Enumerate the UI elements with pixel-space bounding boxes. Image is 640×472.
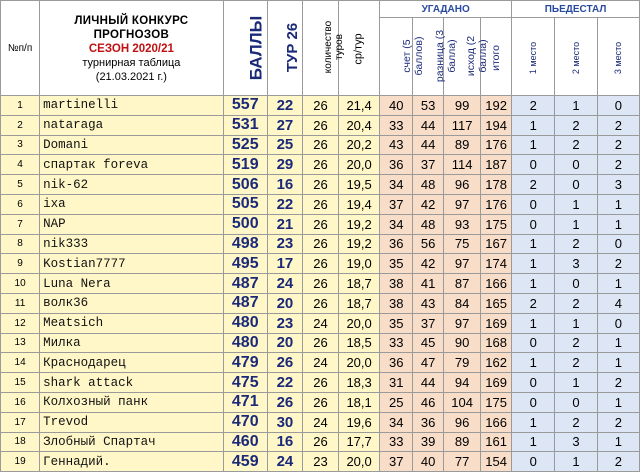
tour-points-cell: 23 (267, 313, 302, 333)
tours-count-cell: 26 (302, 96, 338, 116)
total-guessed-cell: 154 (481, 452, 512, 472)
tours-count-cell: 24 (302, 353, 338, 373)
score-guessed-cell: 35 (380, 254, 413, 274)
place1-count-cell: 0 (512, 452, 555, 472)
player-name-cell: Милка (40, 333, 223, 353)
avg-per-tour-cell: 20,0 (339, 452, 380, 472)
score-guessed-cell: 38 (380, 293, 413, 313)
player-name-cell: Domani (40, 135, 223, 155)
tour-points-cell: 23 (267, 234, 302, 254)
score-guessed-cell: 36 (380, 234, 413, 254)
table-row (1, 155, 640, 175)
player-name-cell: Геннадий. (40, 452, 223, 472)
diff-guessed-cell: 37 (413, 155, 444, 175)
points-cell: 505 (223, 194, 267, 214)
row-number-cell: 2 (1, 115, 40, 135)
outcome-guessed-cell: 117 (444, 115, 481, 135)
row-number-cell: 14 (1, 353, 40, 373)
player-name-cell: Злобный Спартач (40, 432, 223, 452)
points-cell: 487 (223, 293, 267, 313)
place1-label: 1 место (528, 41, 539, 74)
place1-count-cell: 2 (512, 175, 555, 195)
avg-per-tour-cell: 18,7 (339, 293, 380, 313)
title-block (40, 1, 223, 96)
total-guessed-cell: 187 (481, 155, 512, 175)
place2-count-cell: 1 (555, 452, 597, 472)
points-cell: 506 (223, 175, 267, 195)
points-cell: 500 (223, 214, 267, 234)
points-header (223, 1, 267, 96)
score-guessed-cell: 37 (380, 452, 413, 472)
place2-count-cell: 3 (555, 254, 597, 274)
num-header: №п/п (1, 1, 40, 96)
score-guessed-cell: 38 (380, 274, 413, 294)
points-cell: 495 (223, 254, 267, 274)
place3-count-cell: 0 (597, 234, 639, 254)
avg-per-tour-cell: 18,5 (339, 333, 380, 353)
outcome-guessed-cell: 84 (444, 293, 481, 313)
player-name-cell: спартак foreva (40, 155, 223, 175)
player-name-cell: nataraga (40, 115, 223, 135)
total-guessed-cell: 165 (481, 293, 512, 313)
row-number-cell: 17 (1, 412, 40, 432)
tour-points-cell: 24 (267, 274, 302, 294)
outcome-guessed-cell: 96 (444, 412, 481, 432)
player-name-cell: martinelli (40, 96, 223, 116)
avg-per-tour-cell: 21,4 (339, 96, 380, 116)
tours-count-cell: 26 (302, 135, 338, 155)
points-cell: 498 (223, 234, 267, 254)
place3-count-cell: 0 (597, 96, 639, 116)
row-number-cell: 1 (1, 96, 40, 116)
score-guessed-cell: 34 (380, 412, 413, 432)
total-guessed-cell: 175 (481, 392, 512, 412)
place2-count-cell: 1 (555, 373, 597, 393)
avg-per-tour-cell: 19,0 (339, 254, 380, 274)
place3-count-cell: 1 (597, 432, 639, 452)
avg-per-tour-cell: 18,7 (339, 274, 380, 294)
row-number-cell: 15 (1, 373, 40, 393)
player-name-cell: nik-62 (40, 175, 223, 195)
points-cell: 531 (223, 115, 267, 135)
outcome-guessed-cell: 96 (444, 175, 481, 195)
points-cell: 471 (223, 392, 267, 412)
outcome-guessed-cell: 97 (444, 194, 481, 214)
points-cell: 557 (223, 96, 267, 116)
table-row (1, 214, 640, 234)
outcome-guessed-cell: 89 (444, 432, 481, 452)
points-cell: 460 (223, 432, 267, 452)
table-row (1, 234, 640, 254)
total-guessed-cell: 169 (481, 373, 512, 393)
place1-count-cell: 0 (512, 333, 555, 353)
table-row (1, 353, 640, 373)
table-row (1, 96, 640, 116)
total-guessed-cell: 178 (481, 175, 512, 195)
place3-count-cell: 3 (597, 175, 639, 195)
tours-count-cell: 26 (302, 194, 338, 214)
place1-count-cell: 1 (512, 135, 555, 155)
tour-points-cell: 22 (267, 96, 302, 116)
score-guessed-cell: 31 (380, 373, 413, 393)
place3-count-cell: 1 (597, 333, 639, 353)
player-name-cell: Luna Nera (40, 274, 223, 294)
row-number-cell: 7 (1, 214, 40, 234)
place3-count-cell: 4 (597, 293, 639, 313)
outcome-guessed-cell: 79 (444, 353, 481, 373)
place3-count-cell: 1 (597, 194, 639, 214)
score-guessed-cell: 34 (380, 214, 413, 234)
score-guessed-cell: 36 (380, 155, 413, 175)
row-number-cell: 3 (1, 135, 40, 155)
player-name-cell: NAP (40, 214, 223, 234)
total-guessed-cell: 176 (481, 194, 512, 214)
tour-points-cell: 22 (267, 373, 302, 393)
total-guessed-cell: 166 (481, 412, 512, 432)
place1-count-cell: 0 (512, 373, 555, 393)
table-row (1, 432, 640, 452)
diff-guessed-cell: 44 (413, 373, 444, 393)
score-label: счет (5 баллов) (401, 36, 426, 75)
points-cell: 487 (223, 274, 267, 294)
row-number-cell: 8 (1, 234, 40, 254)
place1-count-cell: 2 (512, 96, 555, 116)
points-cell: 525 (223, 135, 267, 155)
tour-points-cell: 25 (267, 135, 302, 155)
player-name-cell: Колхозный панк (40, 392, 223, 412)
place1-count-cell: 0 (512, 214, 555, 234)
points-cell: 475 (223, 373, 267, 393)
total-guessed-cell: 162 (481, 353, 512, 373)
score-guessed-cell: 40 (380, 96, 413, 116)
place3-count-cell: 2 (597, 254, 639, 274)
avg-per-tour-cell: 19,2 (339, 214, 380, 234)
table-row (1, 452, 640, 472)
outcome-guessed-cell: 75 (444, 234, 481, 254)
total-guessed-cell: 175 (481, 214, 512, 234)
outcome-guessed-cell: 89 (444, 135, 481, 155)
player-name-cell: shark attack (40, 373, 223, 393)
place1-count-cell: 1 (512, 234, 555, 254)
table-row (1, 175, 640, 195)
tours-count-cell: 26 (302, 432, 338, 452)
points-cell: 519 (223, 155, 267, 175)
table-row (1, 392, 640, 412)
place2-count-cell: 2 (555, 353, 597, 373)
total-guessed-cell: 194 (481, 115, 512, 135)
outcome-guessed-cell: 97 (444, 254, 481, 274)
place2-label: 2 место (571, 41, 582, 74)
table-row (1, 115, 640, 135)
avg-per-tour-cell: 18,1 (339, 392, 380, 412)
total-guessed-cell: 166 (481, 274, 512, 294)
tour-points-cell: 24 (267, 452, 302, 472)
place3-count-cell: 2 (597, 412, 639, 432)
tour-points-cell: 21 (267, 214, 302, 234)
tour-header (267, 1, 302, 96)
tours-count-label: количество туров (322, 20, 345, 74)
tour-points-cell: 20 (267, 333, 302, 353)
score-header (380, 18, 426, 96)
tours-count-cell: 26 (302, 274, 338, 294)
place1-count-cell: 1 (512, 412, 555, 432)
row-number-cell: 6 (1, 194, 40, 214)
place1-count-cell: 1 (512, 313, 555, 333)
place3-count-cell: 2 (597, 115, 639, 135)
tour-points-cell: 16 (267, 432, 302, 452)
place2-count-cell: 0 (555, 274, 597, 294)
player-name-cell: Trevod (40, 412, 223, 432)
table-row (1, 293, 640, 313)
table-row (1, 412, 640, 432)
tour-points-cell: 20 (267, 293, 302, 313)
tours-count-cell: 26 (302, 175, 338, 195)
score-guessed-cell: 35 (380, 313, 413, 333)
diff-guessed-cell: 53 (413, 96, 444, 116)
table-row (1, 254, 640, 274)
table-row (1, 274, 640, 294)
total-guessed-cell: 176 (481, 135, 512, 155)
tours-count-cell: 24 (302, 412, 338, 432)
title-line-2: ПРОГНОЗОВ (93, 29, 170, 41)
table-row (1, 194, 640, 214)
points-cell: 459 (223, 452, 267, 472)
place1-count-cell: 1 (512, 254, 555, 274)
tour-points-cell: 16 (267, 175, 302, 195)
outcome-guessed-cell: 99 (444, 96, 481, 116)
diff-guessed-cell: 44 (413, 135, 444, 155)
avg-label: ср/тур (353, 33, 366, 65)
diff-guessed-cell: 56 (413, 234, 444, 254)
total-label: итого (490, 44, 503, 71)
guessed-group-header: УГАДАНО (380, 1, 512, 18)
diff-guessed-cell: 42 (413, 194, 444, 214)
tours-count-header (302, 1, 345, 96)
outcome-guessed-cell: 87 (444, 274, 481, 294)
tour-header-label: ТУР 26 (284, 22, 302, 73)
place2-count-cell: 2 (555, 412, 597, 432)
diff-guessed-cell: 48 (413, 175, 444, 195)
diff-guessed-cell: 39 (413, 432, 444, 452)
points-header-label: БАЛЛЫ (245, 15, 265, 81)
row-number-cell: 19 (1, 452, 40, 472)
avg-per-tour-cell: 19,4 (339, 194, 380, 214)
avg-per-tour-cell: 20,0 (339, 155, 380, 175)
place1-count-cell: 1 (512, 274, 555, 294)
outcome-guessed-cell: 114 (444, 155, 481, 175)
points-cell: 479 (223, 353, 267, 373)
score-guessed-cell: 36 (380, 353, 413, 373)
score-guessed-cell: 37 (380, 194, 413, 214)
place2-count-cell: 2 (555, 333, 597, 353)
total-guessed-cell: 168 (481, 333, 512, 353)
place3-count-cell: 1 (597, 274, 639, 294)
place1-header (512, 18, 555, 96)
place2-header (555, 18, 597, 96)
score-guessed-cell: 25 (380, 392, 413, 412)
header-row-top (1, 1, 640, 18)
player-name-cell: ixa (40, 194, 223, 214)
place2-count-cell: 1 (555, 194, 597, 214)
row-number-cell: 4 (1, 155, 40, 175)
row-number-cell: 13 (1, 333, 40, 353)
outcome-guessed-cell: 90 (444, 333, 481, 353)
avg-per-tour-cell: 17,7 (339, 432, 380, 452)
place2-count-cell: 0 (555, 392, 597, 412)
diff-guessed-cell: 37 (413, 313, 444, 333)
tour-points-cell: 26 (267, 392, 302, 412)
place1-count-cell: 0 (512, 392, 555, 412)
diff-guessed-cell: 44 (413, 115, 444, 135)
tours-count-cell: 26 (302, 214, 338, 234)
table-row (1, 333, 640, 353)
diff-guessed-cell: 41 (413, 274, 444, 294)
subtitle-2: (21.03.2021 г.) (95, 71, 167, 83)
row-number-cell: 12 (1, 313, 40, 333)
score-guessed-cell: 34 (380, 175, 413, 195)
tours-count-cell: 23 (302, 452, 338, 472)
diff-guessed-cell: 47 (413, 353, 444, 373)
diff-guessed-cell: 46 (413, 392, 444, 412)
tour-points-cell: 29 (267, 155, 302, 175)
total-guessed-cell: 169 (481, 313, 512, 333)
points-cell: 480 (223, 333, 267, 353)
place1-count-cell: 2 (512, 293, 555, 313)
place1-count-cell: 0 (512, 155, 555, 175)
outcome-guessed-cell: 97 (444, 313, 481, 333)
tours-count-cell: 26 (302, 373, 338, 393)
tour-points-cell: 17 (267, 254, 302, 274)
row-number-cell: 18 (1, 432, 40, 452)
place3-count-cell: 1 (597, 353, 639, 373)
avg-per-tour-cell: 20,0 (339, 353, 380, 373)
outcome-guessed-cell: 104 (444, 392, 481, 412)
tour-points-cell: 26 (267, 353, 302, 373)
diff-guessed-cell: 42 (413, 254, 444, 274)
row-number-cell: 10 (1, 274, 40, 294)
title-line-1: ЛИЧНЫЙ КОНКУРС (74, 15, 189, 27)
place3-count-cell: 2 (597, 373, 639, 393)
tours-count-cell: 26 (302, 155, 338, 175)
place3-count-cell: 2 (597, 135, 639, 155)
season-label: СЕЗОН 2020/21 (88, 43, 174, 55)
table-row (1, 313, 640, 333)
tours-count-cell: 26 (302, 333, 338, 353)
tours-count-cell: 26 (302, 254, 338, 274)
avg-per-tour-cell: 20,2 (339, 135, 380, 155)
place3-count-cell: 2 (597, 452, 639, 472)
subtitle-1: турнирная таблица (82, 57, 181, 69)
place3-label: 3 место (613, 41, 624, 74)
place3-count-cell: 1 (597, 214, 639, 234)
avg-per-tour-cell: 19,2 (339, 234, 380, 254)
place1-count-cell: 1 (512, 115, 555, 135)
tours-count-cell: 26 (302, 234, 338, 254)
place3-count-cell: 1 (597, 392, 639, 412)
diff-label: разница (3 балла) (434, 29, 459, 82)
diff-guessed-cell: 48 (413, 214, 444, 234)
place2-count-cell: 2 (555, 135, 597, 155)
place2-count-cell: 0 (555, 175, 597, 195)
score-guessed-cell: 33 (380, 333, 413, 353)
score-guessed-cell: 33 (380, 432, 413, 452)
tours-count-cell: 24 (302, 313, 338, 333)
avg-per-tour-cell: 20,0 (339, 313, 380, 333)
outcome-label: исход (2 балла) (465, 35, 490, 76)
diff-guessed-cell: 36 (413, 412, 444, 432)
player-name-cell: волк36 (40, 293, 223, 313)
diff-guessed-cell: 40 (413, 452, 444, 472)
points-cell: 480 (223, 313, 267, 333)
total-guessed-cell: 192 (481, 96, 512, 116)
tour-points-cell: 30 (267, 412, 302, 432)
row-number-cell: 11 (1, 293, 40, 313)
avg-per-tour-cell: 19,6 (339, 412, 380, 432)
tours-count-cell: 26 (302, 115, 338, 135)
podium-group-header: ПЬЕДЕСТАЛ (512, 1, 640, 18)
total-guessed-cell: 174 (481, 254, 512, 274)
total-guessed-cell: 167 (481, 234, 512, 254)
place2-count-cell: 3 (555, 432, 597, 452)
tour-points-cell: 27 (267, 115, 302, 135)
place2-count-cell: 2 (555, 293, 597, 313)
total-guessed-cell: 161 (481, 432, 512, 452)
table-body (1, 96, 640, 472)
tours-count-cell: 26 (302, 392, 338, 412)
avg-per-tour-cell: 18,3 (339, 373, 380, 393)
points-cell: 470 (223, 412, 267, 432)
place3-count-cell: 2 (597, 155, 639, 175)
outcome-guessed-cell: 77 (444, 452, 481, 472)
place2-count-cell: 1 (555, 214, 597, 234)
outcome-guessed-cell: 93 (444, 214, 481, 234)
place1-count-cell: 0 (512, 194, 555, 214)
score-guessed-cell: 33 (380, 115, 413, 135)
avg-per-tour-cell: 19,5 (339, 175, 380, 195)
score-guessed-cell: 43 (380, 135, 413, 155)
player-name-cell: nik333 (40, 234, 223, 254)
place2-count-cell: 1 (555, 313, 597, 333)
place2-count-cell: 0 (555, 155, 597, 175)
diff-guessed-cell: 45 (413, 333, 444, 353)
table-row (1, 373, 640, 393)
diff-guessed-cell: 43 (413, 293, 444, 313)
table-row (1, 135, 640, 155)
place2-count-cell: 2 (555, 234, 597, 254)
player-name-cell: Meatsich (40, 313, 223, 333)
player-name-cell: Краснодарец (40, 353, 223, 373)
row-number-cell: 16 (1, 392, 40, 412)
place1-count-cell: 1 (512, 353, 555, 373)
avg-per-tour-cell: 20,4 (339, 115, 380, 135)
tours-count-cell: 26 (302, 293, 338, 313)
outcome-guessed-cell: 94 (444, 373, 481, 393)
place2-count-cell: 2 (555, 115, 597, 135)
place3-count-cell: 0 (597, 313, 639, 333)
row-number-cell: 5 (1, 175, 40, 195)
place2-count-cell: 1 (555, 96, 597, 116)
player-name-cell: Kostian7777 (40, 254, 223, 274)
place1-count-cell: 1 (512, 432, 555, 452)
tour-points-cell: 22 (267, 194, 302, 214)
place3-header (597, 18, 639, 96)
row-number-cell: 9 (1, 254, 40, 274)
